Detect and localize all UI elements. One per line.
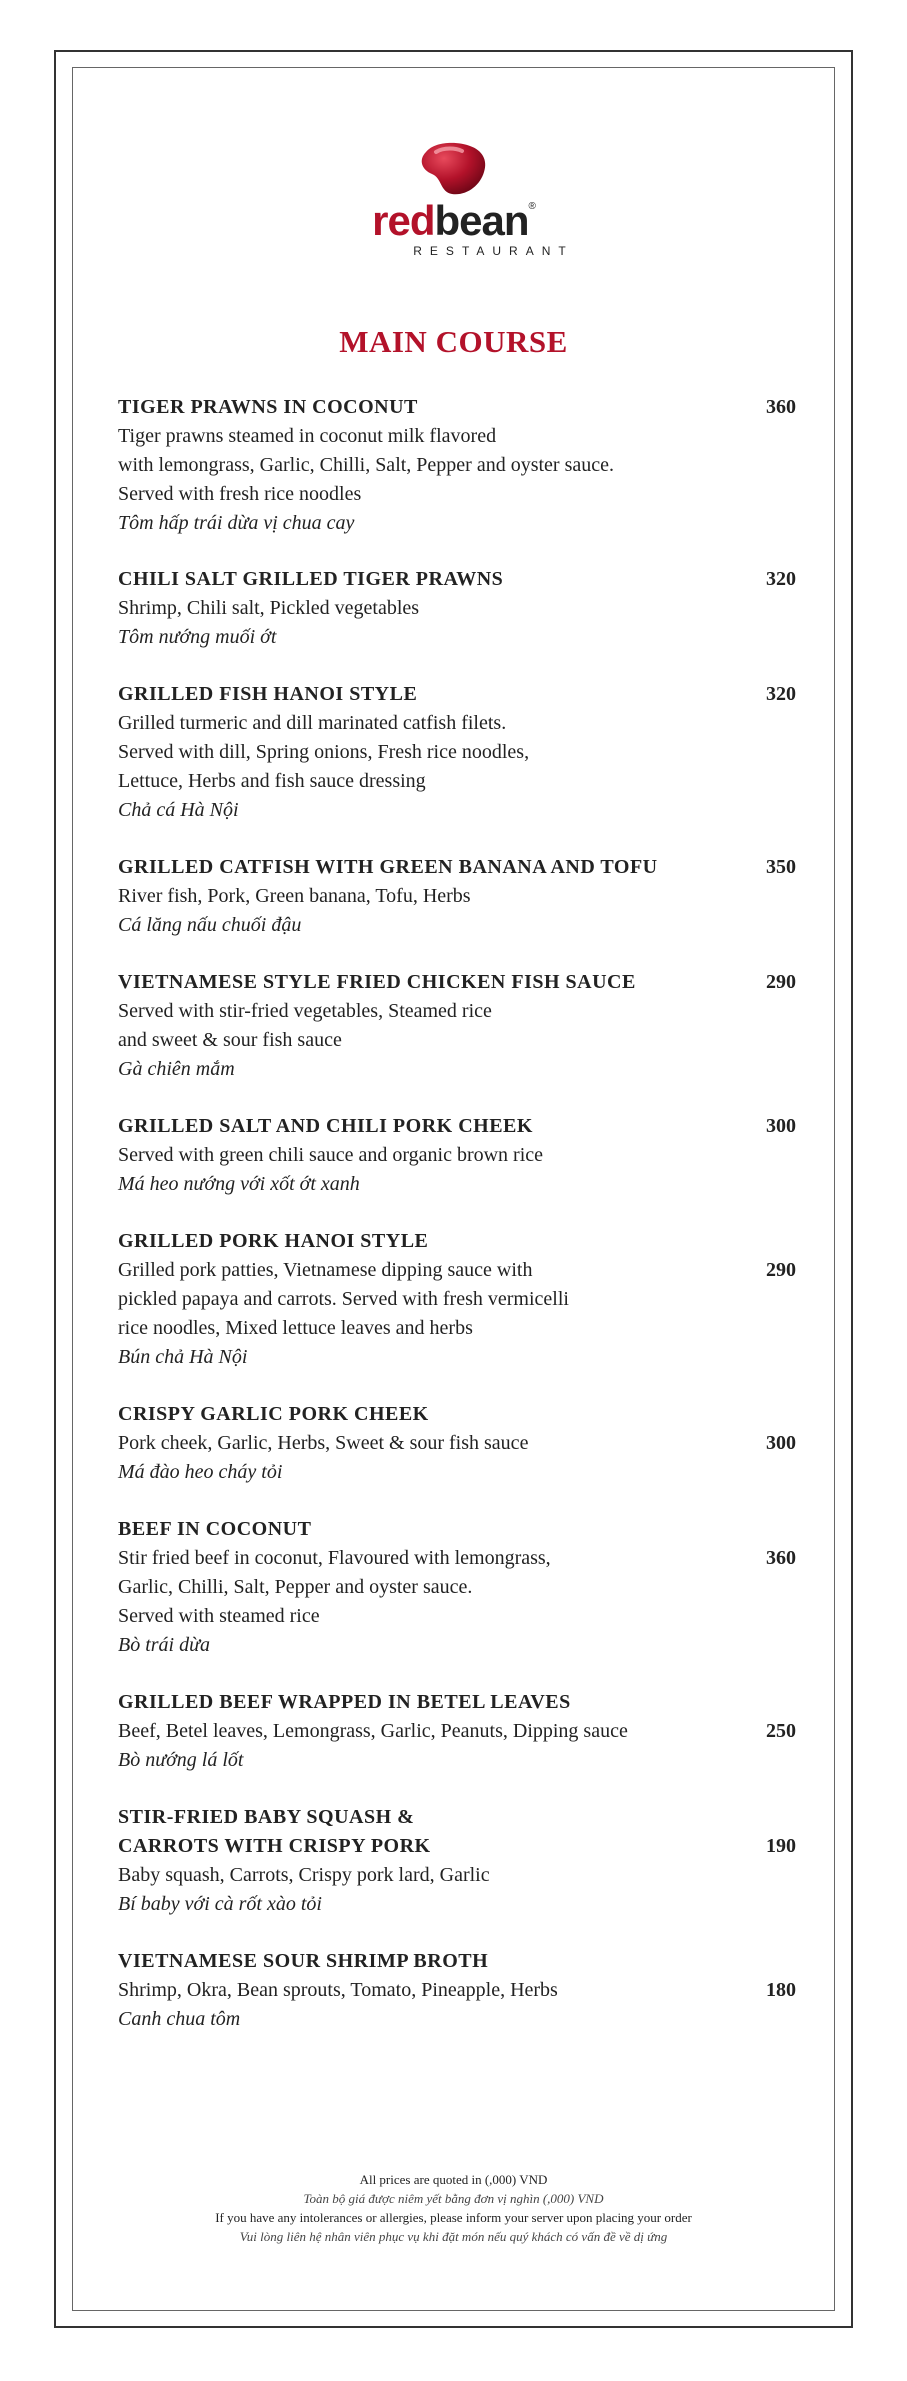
item-description: Beef, Betel leaves, Lemongrass, Garlic, Peanuts, Dipping sauce (118, 1720, 628, 1742)
section-heading: MAIN COURSE (339, 324, 568, 359)
item-vietnamese-name: Bún chả Hà Nội (118, 1346, 248, 1368)
menu-item (118, 1227, 796, 1372)
item-name: GRILLED BEEF WRAPPED IN BETEL LEAVES (118, 1691, 571, 1713)
item-name: VIETNAMESE STYLE FRIED CHICKEN FISH SAUCE (118, 971, 636, 993)
item-price: 360 (766, 396, 796, 418)
item-vietnamese-name: Canh chua tôm (118, 2008, 241, 2030)
menu-item (118, 1688, 796, 1775)
footer-allergy-note-vn: Vui lòng liên hệ nhân viên phục vụ khi đặt món nếu quý khách có vấn đề về dị ứng (239, 2229, 668, 2244)
menu-item (118, 1112, 796, 1199)
item-price: 320 (766, 683, 796, 705)
footer-price-note-vn: Toàn bộ giá được niêm yết bằng đơn vị nghìn (,000) VND (303, 2191, 604, 2206)
restaurant-logo (0, 138, 907, 268)
item-name: STIR-FRIED BABY SQUASH & CARROTS WITH CRISPY PORK (118, 1806, 431, 1857)
item-name: VIETNAMESE SOUR SHRIMP BROTH (118, 1950, 489, 1972)
item-price: 360 (766, 1547, 796, 1569)
menu-item (118, 853, 796, 940)
logo-subtitle: RESTAURANT (413, 244, 574, 258)
item-description: Grilled pork patties, Vietnamese dipping sauce with pickled papaya and carrots. Served with fresh vermicelli rice noodles, Mixed lettuce leaves and herbs (118, 1259, 569, 1339)
item-description: Tiger prawns steamed in coconut milk flavored with lemongrass, Garlic, Chilli, Salt, Pepper and oyster sauce. Served with fresh rice noodles (118, 425, 615, 505)
item-name: BEEF IN COCONUT (118, 1518, 312, 1540)
item-price: 300 (766, 1115, 796, 1137)
menu-item (118, 1947, 796, 2034)
menu-item (118, 1803, 796, 1919)
footer-allergy-note: If you have any intolerances or allergies, please inform your server upon placing your order (215, 2210, 692, 2225)
item-price: 180 (766, 1979, 796, 2001)
item-price: 290 (766, 971, 796, 993)
item-description: Shrimp, Okra, Bean sprouts, Tomato, Pineapple, Herbs (118, 1979, 558, 2001)
item-name: GRILLED PORK HANOI STYLE (118, 1230, 429, 1252)
item-description: Shrimp, Chili salt, Pickled vegetables (118, 597, 420, 619)
menu-item (118, 1515, 796, 1660)
item-price: 290 (766, 1259, 796, 1281)
item-name: GRILLED FISH HANOI STYLE (118, 683, 418, 705)
item-description: Grilled turmeric and dill marinated catfish filets. Served with dill, Spring onions, Fresh rice noodles, Lettuce, Herbs and fish sauce dressing (118, 712, 530, 792)
price-footer (0, 2170, 907, 2246)
item-price: 190 (766, 1835, 796, 1857)
item-vietnamese-name: Chả cá Hà Nội (118, 799, 239, 821)
item-vietnamese-name: Cá lăng nấu chuối đậu (118, 914, 302, 936)
item-price: 300 (766, 1432, 796, 1454)
footer-price-note: All prices are quoted in (,000) VND (359, 2172, 548, 2187)
item-description: Served with stir-fried vegetables, Steamed rice and sweet & sour fish sauce (118, 1000, 492, 1051)
item-vietnamese-name: Má heo nướng với xốt ớt xanh (118, 1173, 360, 1195)
item-name: CRISPY GARLIC PORK CHEEK (118, 1403, 429, 1425)
item-vietnamese-name: Bí baby với cà rốt xào tỏi (118, 1893, 322, 1915)
item-name: GRILLED CATFISH WITH GREEN BANANA AND TOFU (118, 856, 658, 878)
item-name: TIGER PRAWNS IN COCONUT (118, 396, 418, 418)
item-vietnamese-name: Gà chiên mắm (118, 1058, 235, 1080)
item-vietnamese-name: Bò nướng lá lốt (118, 1749, 244, 1771)
item-vietnamese-name: Má đào heo cháy tỏi (118, 1461, 283, 1483)
item-vietnamese-name: Bò trái dừa (118, 1634, 211, 1656)
item-description: Served with green chili sauce and organic brown rice (118, 1144, 544, 1166)
menu-item (118, 565, 796, 652)
item-description: Pork cheek, Garlic, Herbs, Sweet & sour fish sauce (118, 1432, 529, 1454)
item-vietnamese-name: Tôm hấp trái dừa vị chua cay (118, 512, 355, 534)
menu-item (118, 393, 796, 538)
item-vietnamese-name: Tôm nướng muối ớt (118, 626, 277, 648)
item-price: 320 (766, 568, 796, 590)
item-price: 350 (766, 856, 796, 878)
logo-wordmark: redbean® (372, 197, 535, 244)
item-name: GRILLED SALT AND CHILI PORK CHEEK (118, 1115, 533, 1137)
menu-item (118, 680, 796, 825)
menu-item (118, 1400, 796, 1487)
item-name: CHILI SALT GRILLED TIGER PRAWNS (118, 568, 504, 590)
item-description: River fish, Pork, Green banana, Tofu, Herbs (118, 885, 471, 907)
menu-item (118, 968, 796, 1084)
item-price: 250 (766, 1720, 796, 1742)
item-description: Stir fried beef in coconut, Flavoured with lemongrass, Garlic, Chilli, Salt, Pepper and oyster sauce. Served with steamed rice (118, 1547, 551, 1627)
red-bean-icon (418, 138, 490, 200)
item-description: Baby squash, Carrots, Crispy pork lard, Garlic (118, 1864, 490, 1886)
